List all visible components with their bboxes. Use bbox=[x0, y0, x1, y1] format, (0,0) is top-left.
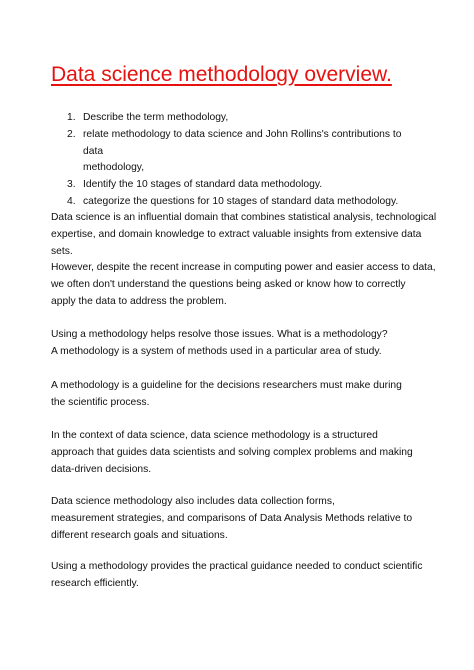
list-item-text: methodology, bbox=[83, 162, 145, 174]
list-item-text: Describe the term methodology, bbox=[83, 112, 229, 123]
paragraph-line: measurement strategies, and comparisons of Data Analysis Methods relative to bbox=[51, 512, 413, 524]
paragraph-data-collection bbox=[51, 494, 427, 544]
list-item-number: 2. bbox=[67, 128, 76, 140]
paragraph-line: A methodology is a guideline for the decisions researchers must make during bbox=[51, 380, 402, 391]
paragraph-line: the scientific process. bbox=[51, 396, 150, 408]
paragraph-line: we often don't understand the questions being asked or know how to correctly bbox=[51, 279, 406, 291]
paragraph-line: Using a methodology provides the practical guidance needed to conduct scientific bbox=[51, 561, 423, 572]
paragraph-what-is-methodology bbox=[51, 327, 427, 361]
paragraph-line: approach that guides data scientists and solving complex problems and making bbox=[51, 446, 413, 458]
paragraph-intro bbox=[51, 210, 437, 311]
paragraph-line: Using a methodology helps resolve those issues. What is a methodology? bbox=[51, 329, 388, 340]
list-item bbox=[51, 110, 421, 127]
paragraph-line: In the context of data science, data science methodology is a structured bbox=[51, 430, 378, 441]
paragraph-line: different research goals and situations. bbox=[51, 529, 228, 541]
objectives-list bbox=[51, 110, 421, 211]
list-item-text: Identify the 10 stages of standard data methodology. bbox=[83, 179, 323, 191]
paragraph-line: data-driven decisions. bbox=[51, 463, 152, 475]
paragraph-line: apply the data to address the problem. bbox=[51, 295, 227, 307]
paragraph-guideline bbox=[51, 378, 427, 412]
paragraph-line: Data science methodology also includes data collection forms, bbox=[51, 496, 335, 507]
paragraph-line: sets. bbox=[51, 245, 73, 257]
paragraph-line: research efficiently. bbox=[51, 577, 139, 589]
list-item bbox=[51, 127, 421, 177]
paragraph-practical-guidance bbox=[51, 559, 427, 593]
list-item-number: 4. bbox=[67, 195, 76, 207]
list-item bbox=[51, 177, 421, 194]
paragraph-context bbox=[51, 428, 427, 478]
paragraph-line: However, despite the recent increase in computing power and easier access to data, bbox=[51, 262, 436, 274]
list-item-number: 3. bbox=[67, 179, 76, 191]
paragraph-line: A methodology is a system of methods used in a particular area of study. bbox=[51, 345, 382, 357]
page-title: Data science methodology overview. bbox=[51, 63, 392, 86]
list-item bbox=[51, 194, 421, 211]
paragraph-line: expertise, and domain knowledge to extract valuable insights from extensive data bbox=[51, 228, 422, 240]
list-item-number: 1. bbox=[67, 112, 76, 123]
list-item-text: categorize the questions for 10 stages of standard data methodology. bbox=[83, 195, 399, 207]
paragraph-line: Data science is an influential domain that combines statistical analysis, technological bbox=[51, 212, 437, 223]
list-item-text: relate methodology to data science and John Rollins's contributions to data bbox=[83, 128, 402, 157]
